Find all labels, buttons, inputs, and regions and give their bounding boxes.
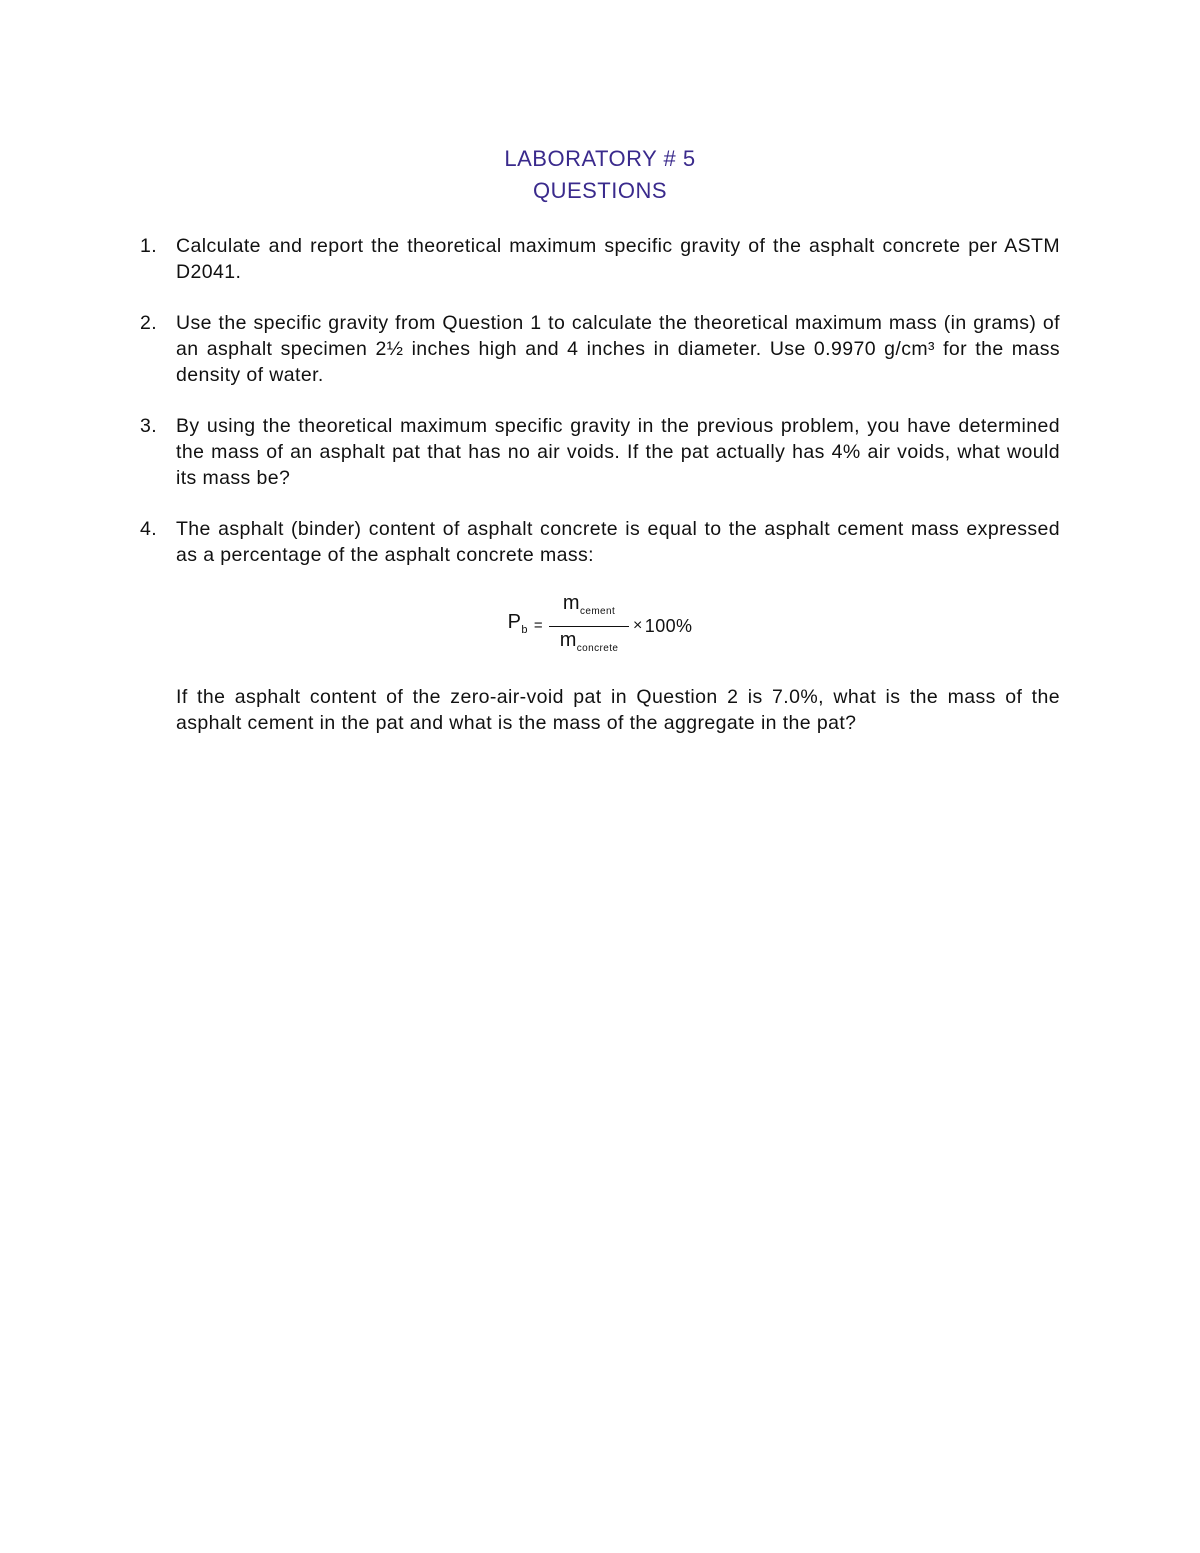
question-followup-text: If the asphalt content of the zero-air-void pat in Question 2 is 7.0%, what is the mass of the asphalt cement in the pat and what is the mass of the aggregate in the pat?: [176, 686, 1060, 734]
question-4: [140, 516, 1060, 736]
question-text: The asphalt (binder) content of asphalt concrete is equal to the asphalt cement mass expressed as a percentage of the asphalt concrete mass:: [176, 518, 1060, 566]
question-number: 2.: [140, 312, 158, 334]
denominator-symbol: m: [559, 629, 577, 651]
question-list: [140, 233, 1060, 736]
formula-times: ×: [633, 617, 643, 634]
binder-content-formula: [140, 592, 1060, 660]
formula-lhs-symbol: P: [507, 611, 522, 633]
question-1: [140, 233, 1060, 285]
question-number: 1.: [140, 235, 158, 257]
formula-percent: 100%: [644, 616, 693, 636]
question-text: By using the theoretical maximum specific gravity in the previous problem, you have determined the mass of an asphalt pat that has no air voids. If the pat actually has 4% air voids, what would its mass be?: [176, 415, 1060, 489]
formula-equals: =: [533, 617, 544, 634]
numerator-symbol: m: [562, 592, 580, 614]
formula-denominator: [560, 629, 619, 660]
question-3: [140, 413, 1060, 491]
title-line-laboratory: LABORATORY # 5: [504, 146, 696, 171]
question-number: 3.: [140, 415, 158, 437]
formula-numerator: [563, 592, 615, 623]
formula-lhs: [508, 609, 528, 643]
title-line-questions: QUESTIONS: [532, 178, 668, 203]
denominator-subscript: concrete: [576, 643, 619, 654]
formula-fraction: [549, 592, 629, 660]
question-number: 4.: [140, 518, 158, 540]
fraction-bar: [549, 626, 629, 627]
question-text: Use the specific gravity from Question 1 to calculate the theoretical maximum mass (in grams) of an asphalt specimen 2½ inches high and 4 inches in diameter. Use 0.9970 g/cm³ for the mass density of water.: [176, 312, 1060, 386]
document-title: [0, 143, 1200, 207]
question-2: [140, 310, 1060, 388]
question-text: Calculate and report the theoretical maximum specific gravity of the asphalt concrete per ASTM D2041.: [176, 235, 1060, 283]
numerator-subscript: cement: [579, 606, 616, 617]
formula-lhs-subscript: b: [521, 624, 528, 636]
